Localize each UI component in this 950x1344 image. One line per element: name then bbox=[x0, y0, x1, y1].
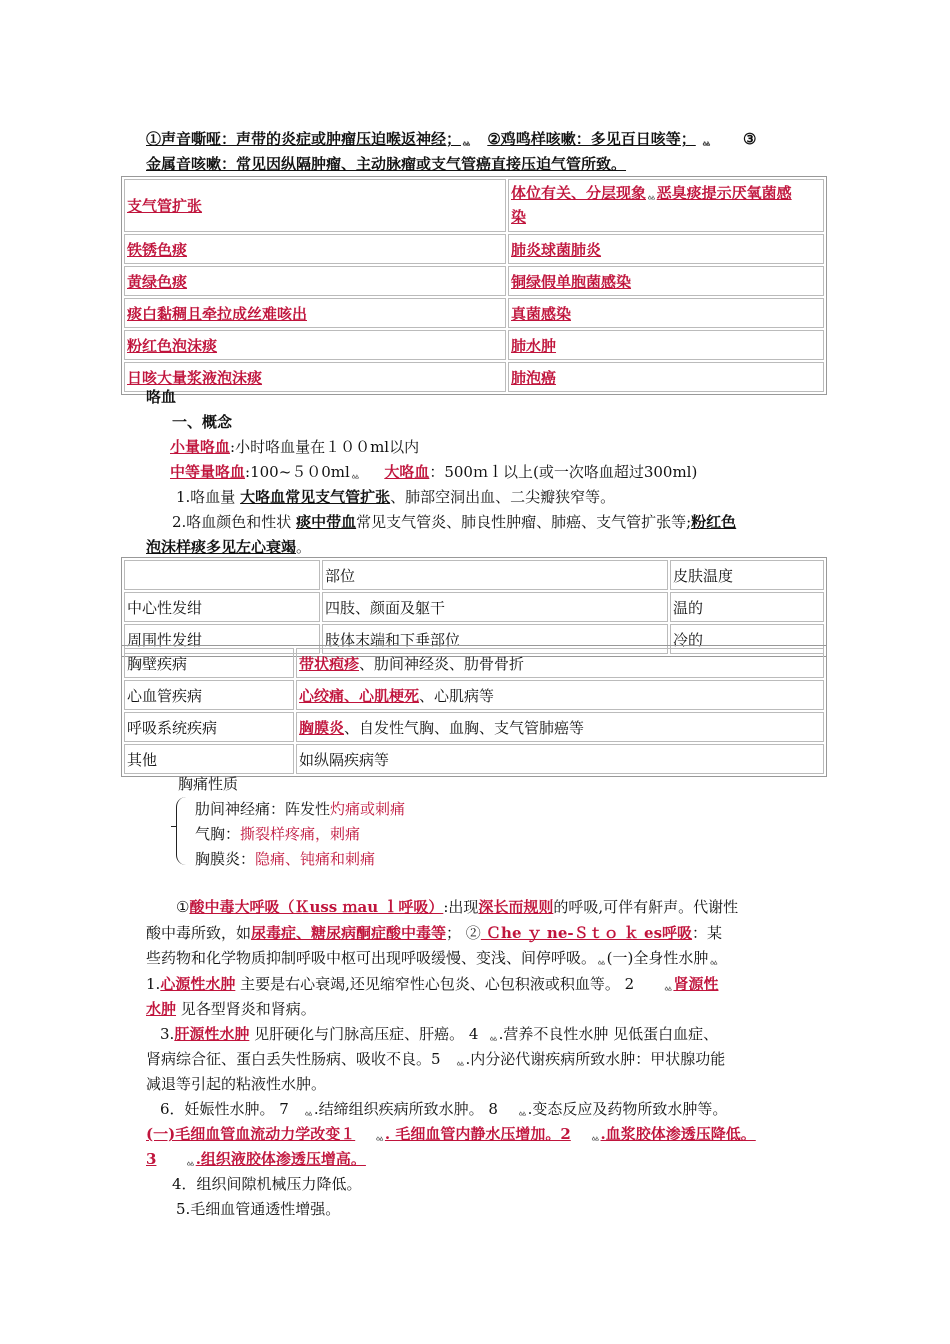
pain-line-1: 肋间神经痛：阵发性灼痛或刺痛 bbox=[195, 800, 406, 818]
breath-line-2: 酸中毒所致，如尿毒症、糖尿病酮症酸中毒等； ② Ｃhe ｙ ne-Ｓｔｏ ｋ es呼吸：某 bbox=[146, 924, 723, 942]
breath-line-3: 些药物和化学物质抑制呼吸中枢可出现呼吸缓慢、变浅、间停呼吸。ᇲ(一)全身性水肿ᇲ bbox=[146, 949, 720, 967]
concept-heading: 一、概念 bbox=[172, 413, 233, 431]
table-row: 其他 如纵隔疾病等 bbox=[124, 744, 824, 774]
edema-line-4: 肾病综合征、蛋白丢失性肠病、吸收不良。5 ᇲ.内分泌代谢疾病所致水肿：甲状腺功能 bbox=[146, 1050, 726, 1068]
hemoptysis-item-2-cont: 泡沫样痰多见左心衰竭。 bbox=[146, 538, 312, 556]
breath-line-1: ①酸中毒大呼吸（Ｋuss ｍau ｌ呼吸）:出现深长而规则的呼吸,可伴有鼾声。代谢性 bbox=[176, 898, 739, 916]
brace-tip-icon bbox=[171, 826, 177, 833]
table-row: 周围性发绀 肢体末端和下垂部位 冷的 bbox=[124, 624, 824, 654]
edema-line-1: 1.心源性水肿 主要是右心衰竭,还见缩窄性心包炎、心包积液或积血等。 2 ᇲ肾源性 bbox=[146, 975, 719, 993]
marker-icon: ᇲ bbox=[303, 1104, 314, 1117]
pain-line-2: 气胸：撕裂样疼痛，刺痛 bbox=[195, 825, 361, 843]
marker-icon: ᇲ bbox=[516, 1104, 528, 1117]
hoarseness-text: ①声音嘶哑：声带的炎症或肿瘤压迫喉返神经；ᇲ ②鸡鸣样咳嗽：多见百日咳等； ᇲ ③ bbox=[146, 130, 757, 148]
table-row: 部位 皮肤温度 bbox=[124, 560, 824, 590]
edema-line-2: 水肿 见各型肾炎和肾病。 bbox=[146, 1000, 316, 1018]
marker-icon: ᇲ bbox=[454, 1054, 466, 1067]
table-row: 中心性发绀 四肢、颜面及躯干 温的 bbox=[124, 592, 824, 622]
table-row: 痰白黏稠且牵拉成丝难咳出 真菌感染 bbox=[124, 298, 824, 328]
edema-line-6: 6．妊娠性水肿。 7 ᇲ.结缔组织疾病所致水肿。 8 ᇲ.变态反应及药物所致水肿等。 bbox=[160, 1100, 728, 1118]
marker-icon: ᇲ bbox=[374, 1129, 385, 1142]
table-row: 胸壁疾病 带状疱疹、肋间神经炎、肋骨骨折 bbox=[124, 648, 824, 678]
medium-hemoptysis: 中等量咯血:100~５０0mlᇲ 大咯血：500ｍｌ以上(或一次咯血超过300ml) bbox=[170, 463, 698, 481]
section-title: 咯血 bbox=[146, 388, 177, 406]
hemoptysis-item-2: 2.咯血颜色和性状 痰中带血常见支气管炎、肺良性肿瘤、肺癌、支气管扩张等;粉红色 bbox=[172, 513, 737, 531]
edema-line-8: 3 ᇲ.组织液胶体渗透压增高。 bbox=[146, 1150, 366, 1168]
table-row: 黄绿色痰 铜绿假单胞菌感染 bbox=[124, 266, 824, 296]
pain-title: 胸痛性质 bbox=[178, 775, 239, 793]
hemoptysis-item-1: 1.咯血量 大咯血常见支气管扩张、肺部空洞出血、二尖瓣狭窄等。 bbox=[176, 488, 616, 506]
marker-icon: ᇲ bbox=[701, 134, 712, 147]
marker-icon: ᇲ bbox=[589, 1129, 601, 1142]
edema-line-7: (一)毛细血管血流动力学改变１ ᇲ. 毛细血管内静水压增加。2 ᇲ.血浆胶体渗透压降低。 bbox=[146, 1125, 756, 1143]
brace-icon bbox=[176, 797, 189, 865]
edema-line-9: 4．组织间隙机械压力降低。 bbox=[172, 1175, 362, 1193]
edema-line-5: 减退等引起的粘液性水肿。 bbox=[146, 1075, 327, 1093]
marker-icon: ᇲ bbox=[646, 188, 657, 201]
small-hemoptysis: 小量咯血:小时咯血量在１００ml以内 bbox=[170, 438, 420, 456]
marker-icon: ᇲ bbox=[461, 134, 472, 147]
pain-line-3: 胸膜炎：隐痛、钝痛和刺痛 bbox=[195, 850, 376, 868]
table-row: 粉红色泡沫痰 肺水肿 bbox=[124, 330, 824, 360]
cyanosis-table bbox=[121, 557, 827, 657]
marker-icon: ᇲ bbox=[662, 979, 674, 992]
edema-line-10: 5.毛细血管通透性增强。 bbox=[176, 1200, 341, 1218]
table-row: 心血管疾病 心绞痛、心肌梗死、心肌病等 bbox=[124, 680, 824, 710]
marker-icon: ᇲ bbox=[596, 953, 607, 966]
metal-cough-text: 金属音咳嗽：常见因纵隔肿瘤、主动脉瘤或支气管癌直接压迫气管所致。 bbox=[146, 155, 627, 173]
chest-pain-table bbox=[121, 645, 827, 777]
marker-icon: ᇲ bbox=[708, 953, 720, 966]
table-row: 支气管扩张 体位有关、分层现象ᇲ恶臭痰提示厌氧菌感 染 bbox=[124, 179, 824, 232]
table-row: 日咳大量浆液泡沫痰 肺泡癌 bbox=[124, 362, 824, 392]
marker-icon: ᇲ bbox=[487, 1029, 499, 1042]
table-row: 呼吸系统疾病 胸膜炎、自发性气胸、血胸、支气管肺癌等 bbox=[124, 712, 824, 742]
edema-line-3: 3.肝源性水肿 见肝硬化与门脉高压症、肝癌。 4 ᇲ.营养不良性水肿 见低蛋白血症、 bbox=[160, 1025, 719, 1043]
table-row: 铁锈色痰 肺炎球菌肺炎 bbox=[124, 234, 824, 264]
sputum-table bbox=[121, 176, 827, 395]
marker-icon: ᇲ bbox=[349, 467, 361, 480]
marker-icon: ᇲ bbox=[185, 1154, 196, 1167]
